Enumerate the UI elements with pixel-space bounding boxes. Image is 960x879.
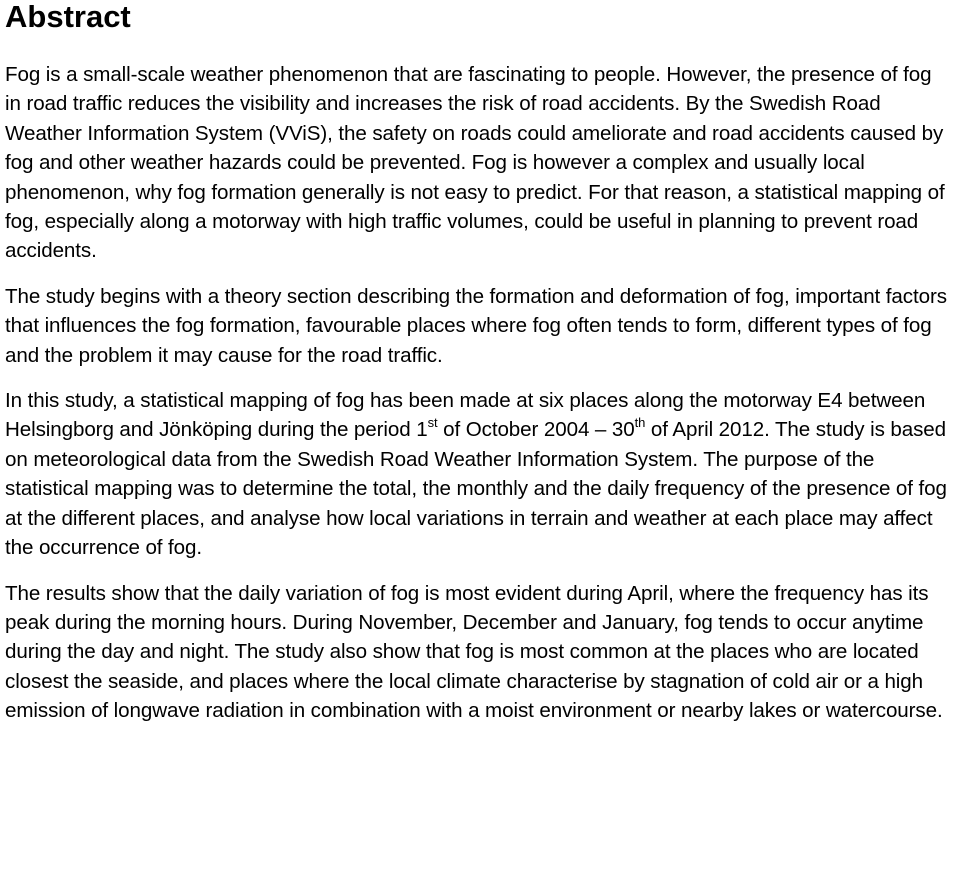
ordinal-suffix-th: th [634, 415, 646, 431]
abstract-paragraph-3 [5, 386, 952, 562]
abstract-heading: Abstract [5, 0, 131, 34]
abstract-paragraph-1: Fog is a small-scale weather phenomenon that are fascinating to people. However, the presence of fog in road traffic reduces the visibility and increases the risk of road accidents. By the Swedish Road Weather Information System (VViS), the safety on roads could ameliorate and road accidents caused by fog and other weather hazards could be prevented. Fog is however a complex and usually local phenomenon, why fog formation generally is not easy to predict. For that reason, a statistical mapping of fog, especially along a motorway with high traffic volumes, could be useful in planning to prevent road accidents. [5, 63, 945, 263]
paragraph-3-text-part-1: In this study, a statistical mapping of fog has been made at six places along the motorway E4 between Helsingborg and Jönköping during the period 1 [5, 389, 926, 442]
paragraph-3-text-part-2: of October 2004 – 30 [437, 418, 635, 442]
abstract-paragraph-2: The study begins with a theory section describing the formation and deformation of fog, important factors that influences the fog formation, favourable places where fog often tends to form, different types of fog and the problem it may cause for the road traffic. [5, 284, 947, 367]
ordinal-suffix-st: st [427, 415, 438, 431]
paragraph-3-text-part-3: of April 2012. The study is based on meteorological data from the Swedish Road Weather Information System. The purpose of the statistical mapping was to determine the total, the monthly and the daily frequency of the presence of fog at the different places, and analyse how local variations in terrain and weather at each place may affect the occurrence of fog. [5, 418, 947, 560]
abstract-paragraph-4: The results show that the daily variation of fog is most evident during April, where the frequency has its peak during the morning hours. During November, December and January, fog tends to occur anytime during the day and night. The study also show that fog is most common at the places who are located closest the seaside, and places where the local climate characterise by stagnation of cold air or a high emission of longwave radiation in combination with a moist environment or nearby lakes or watercourse. [5, 581, 943, 723]
